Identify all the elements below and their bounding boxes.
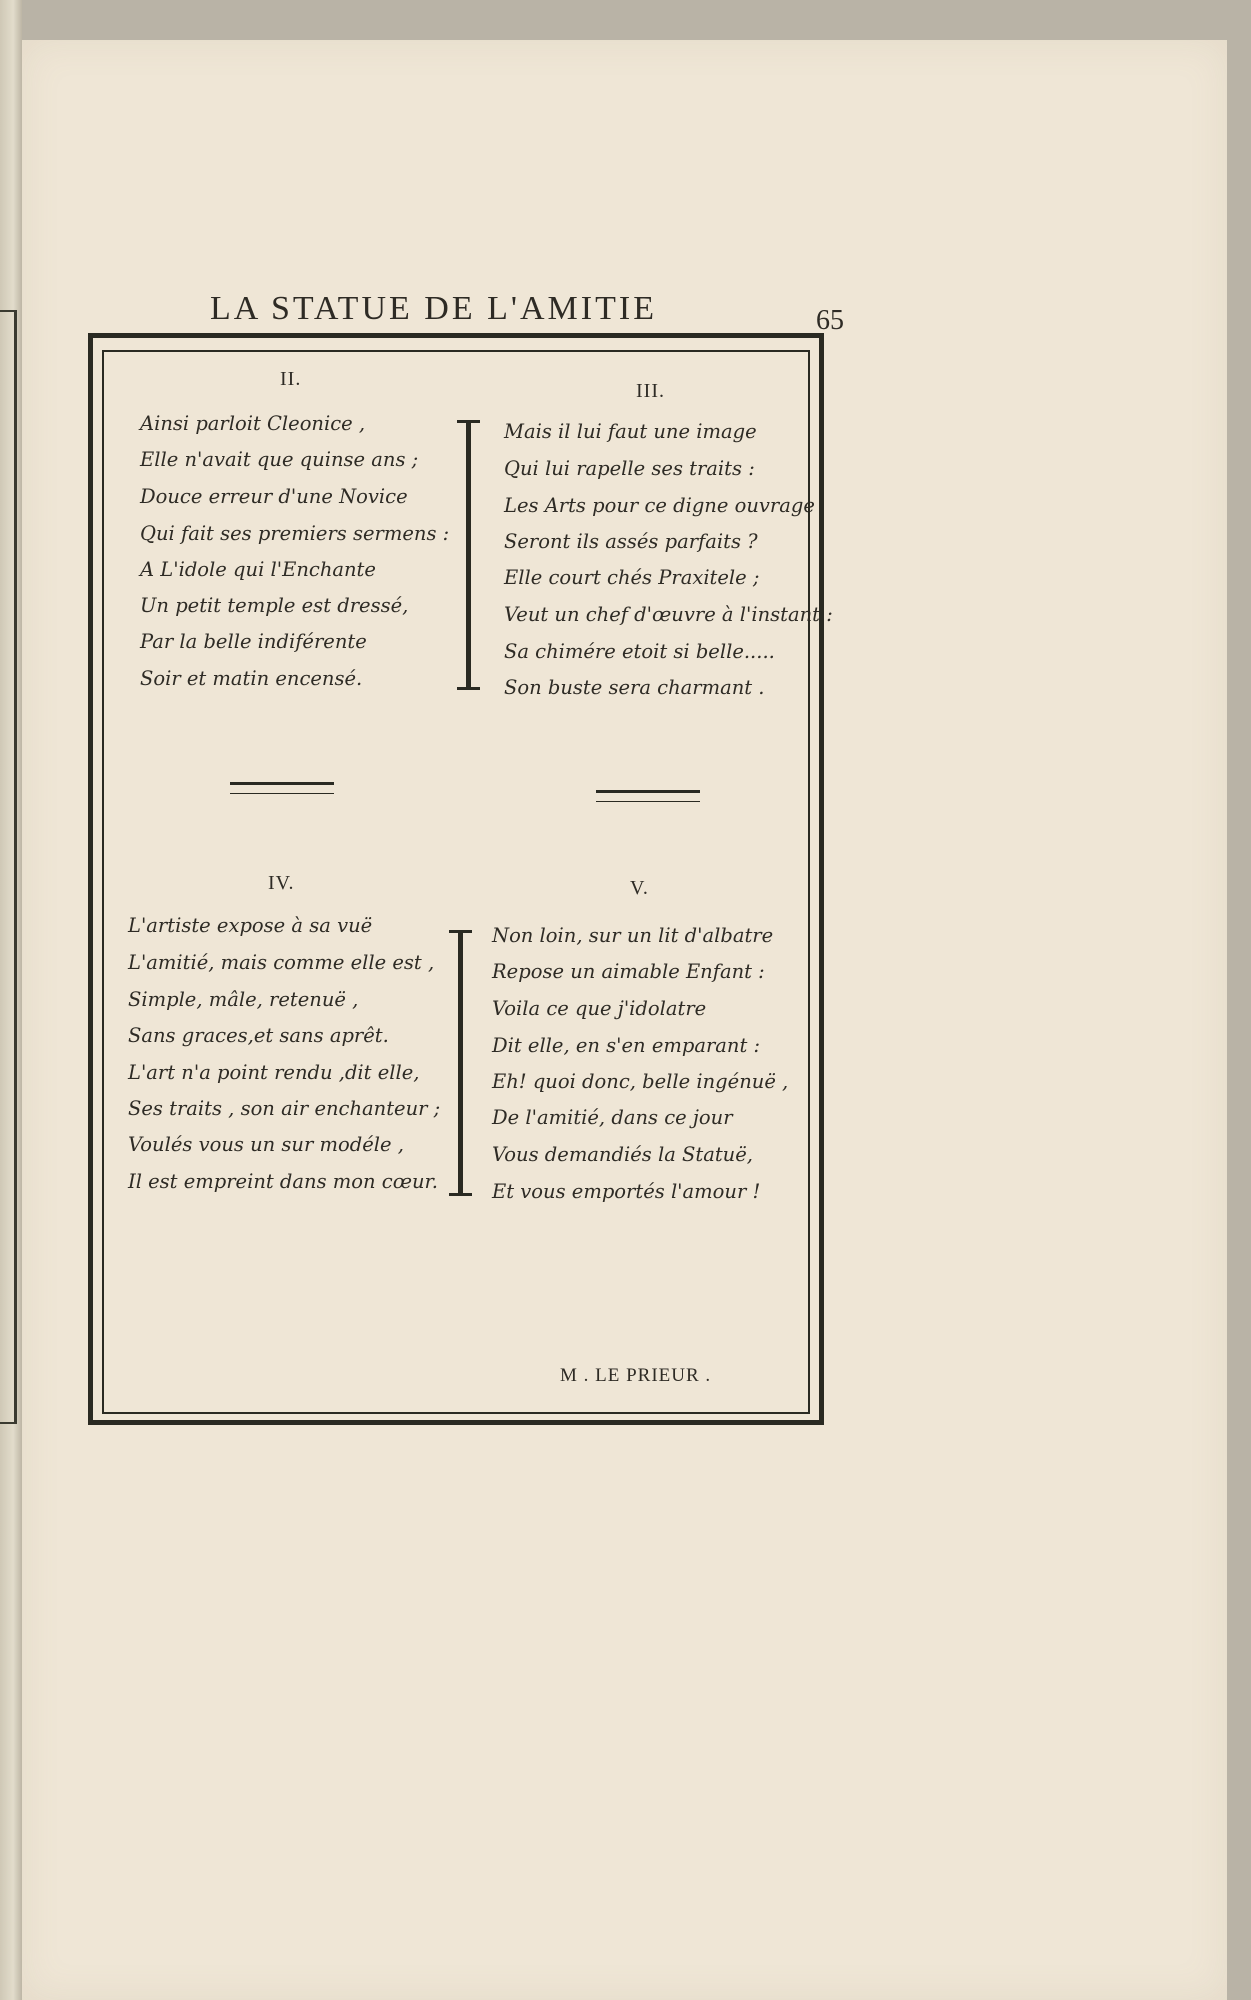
running-head: LA STATUE DE L'AMITIE xyxy=(210,290,657,327)
verse-line: Voila ce que j'idolatre xyxy=(492,997,707,1020)
verse-line: A L'idole qui l'Enchante xyxy=(140,558,376,581)
verse-line: Il est empreint dans mon cœur. xyxy=(128,1170,438,1193)
stanza-numeral: V. xyxy=(630,877,649,899)
verse-line: De l'amitié, dans ce jour xyxy=(492,1106,733,1129)
left-page-frame xyxy=(0,310,17,1424)
verse-line: Repose un aimable Enfant : xyxy=(492,960,765,983)
verse-line: Elle n'avait que quinse ans ; xyxy=(140,448,419,471)
verse-line: Elle court chés Praxitele ; xyxy=(504,566,760,589)
verse-line: Son buste sera charmant . xyxy=(504,676,765,699)
verse-line: Voulés vous un sur modéle , xyxy=(128,1133,404,1156)
verse-line: Sa chimére etoit si belle..... xyxy=(504,640,775,663)
stanza-separator-bar xyxy=(466,420,471,690)
verse-line: Les Arts pour ce digne ouvrage xyxy=(504,494,815,517)
author-signature: M . LE PRIEUR . xyxy=(560,1365,712,1386)
verse-line: Seront ils assés parfaits ? xyxy=(504,530,758,553)
ornamental-rule xyxy=(230,782,334,794)
verse-line: L'artiste expose à sa vuë xyxy=(128,914,373,937)
verse-line: Eh! quoi donc, belle ingénuë , xyxy=(492,1070,789,1093)
verse-line: Un petit temple est dressé, xyxy=(140,594,409,617)
stanza-numeral: III. xyxy=(636,380,665,402)
verse-line: Par la belle indiférente xyxy=(140,630,367,653)
verse-line: L'art n'a point rendu ,dit elle, xyxy=(128,1061,420,1084)
stanza-numeral: IV. xyxy=(268,872,295,894)
verse-line: L'amitié, mais comme elle est , xyxy=(128,951,435,974)
stanza-separator-bar xyxy=(458,930,463,1196)
page-number: 65 xyxy=(816,305,844,336)
verse-line: Qui fait ses premiers sermens : xyxy=(140,522,450,545)
verse-line: Non loin, sur un lit d'albatre xyxy=(492,924,774,947)
verse-line: Douce erreur d'une Novice xyxy=(140,485,408,508)
verse-line: Veut un chef d'œuvre à l'instant : xyxy=(504,603,833,626)
verse-line: Vous demandiés la Statuë, xyxy=(492,1143,753,1166)
verse-line: Soir et matin encensé. xyxy=(140,667,363,690)
stanza-numeral: II. xyxy=(280,368,302,390)
ornamental-rule xyxy=(596,790,700,802)
verse-line: Qui lui rapelle ses traits : xyxy=(504,457,755,480)
verse-line: Mais il lui faut une image xyxy=(504,420,757,443)
verse-line: Ses traits , son air enchanteur ; xyxy=(128,1097,441,1120)
verse-line: Et vous emportés l'amour ! xyxy=(492,1180,761,1203)
verse-line: Sans graces,et sans aprêt. xyxy=(128,1024,389,1047)
left-page-edge xyxy=(0,0,22,2000)
verse-line: Dit elle, en s'en emparant : xyxy=(492,1034,761,1057)
verse-line: Ainsi parloit Cleonice , xyxy=(140,412,366,435)
verse-line: Simple, mâle, retenuë , xyxy=(128,988,359,1011)
